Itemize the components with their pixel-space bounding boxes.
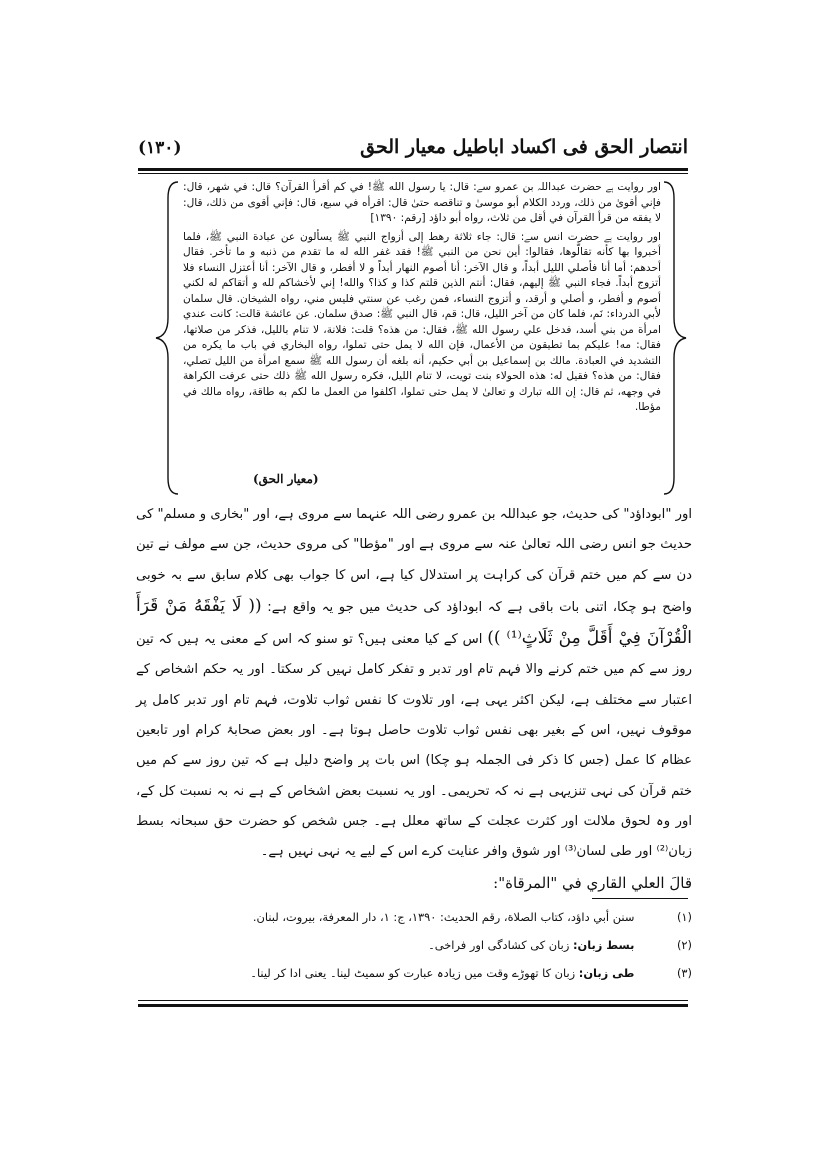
quote-paragraph: اور روایت ہے حضرت انس سے: قال: جاء ثلاثة رهط إلى أزواج النبي ﷺ يسألون عن عبادة النبي ﷺ، فلما أخبروا بها كأنه تقالّوها، فقالوا: أين نحن من النبي ﷺ! فقد غفر الله له ما تقدم من ذنبه و ما تأخر. فقال أحدهم: أما أنا فأصلي الليل أبداً، و قال الآخر: أنا أصوم النهار أبداً و لا أفطر، و قال الآخر: أنا أعتزل النساء فلا أتزوج أبداً. فجاء النبي ﷺ إليهم، فقال: أنتم الذين قلتم كذا و كذا؟ والله! إني لأخشاكم لله و أتقاكم له لكني أصوم و أفطر، و أصلي و أرقد، و أتزوج النساء، فمن رغب عن سنتي فليس مني، رواه الشيخان. قال سلمان لأبي الدرداء: نَم، فلما كان من آخر الليل، قال: قم، قال النبي ﷺ: صدق سلمان. عن عائشة قالت: كانت عندي امرأة من بني أسد، فدخل علي رسول الله ﷺ، فقال: من هذه؟ قلت: فلانة، لا تنام بالليل، فذكر من صلاتها، فقال: مه! عليكم بما تطيقون من الأعمال، فإن الله لا يمل حتى تملوا، رواه البخاري في باب ما يكره من التشديد في العبادة. مالك بن إسماعيل بن أبي حكيم، أنه بلغه أن رسول الله ﷺ سمع امرأة من الليل تصلي، فقال: من هذه؟ فقيل له: هذه الحولاء بنت تويت، لا تنام الليل، فكره رسول الله ﷺ ذلك حتى عرفت الكراهة في وجهه، ثم قال: إن الله تبارك و تعالىٰ لا يمل حتى تملوا، اكلفوا من العمل ما لكم به طاقة، رواه مالك في مؤطا. [183,230,661,413]
arabic-hadith-quote: (( لَا يَفْقَهُ مَنْ قَرَأَ الْقُرْآنَ فِيْ أَقَلَّ مِنْ ثَلَاثٍ⁽¹⁾ )) [136,595,693,649]
footnote-text: زبان کی کشادگی اور فراخی۔ [428,938,570,952]
quote-paragraph: اور روایت ہے حضرت عبداللہ بن عمرو سے: قال: یا رسول الله ﷺ! في کم أقرأ القرآن؟ قال: في شهر، قال: فإني أقوىٰ من ذلك، وردد الكلام أبو موسىٰ و تناقصه حتىٰ قال: اقرأه في سبع، قال: فإني أقوى من ذلك، قال: لا يفقه من قرأ القرآن في أقل من ثلاث، رواه أبو داؤد [رقم: ۱۳۹۰] [183,181,661,224]
page-number: (۱۳۰) [138,138,182,158]
footnote [170,966,692,994]
footnote-number: (۲) [676,938,692,952]
left-brace-icon [152,178,182,498]
footnote-term: طی زبان: [578,966,635,980]
footnotes [170,910,692,994]
footnote [170,910,692,938]
quote-source: (معیار الحق) [253,472,319,486]
body-text: اور "ابوداؤد" کی حدیث، جو عبداللہ بن عمرو رضی اللہ عنہما سے مروی ہے، اور "بخاری و مسلم" کی حدیث جو انس رضی اللہ تعالیٰ عنہ سے مروی ہے اور "مؤطا" کی مروی حدیث، جن سے مولف نے تین دن سے کم میں ختم قرآن کی کراہت پر استدلال کیا ہے، اس کا جواب بھی کلام سابق سے بہ خوبی واضح ہو چکا، اتنی بات باقی ہے کہ ابوداؤد کی حدیث میں جو یہ واقع ہے: [136,507,692,615]
body-text: اس کے کیا معنی ہیں؟ تو سنو کہ اس کے معنی یہ ہیں کہ تین روز سے کم میں ختم کرنے والا فہم تام اور تدبر و تفکر کامل نہیں کر سکتا۔ اور یہ حکم اشخاص کے اعتبار سے مختلف ہے، لیکن اکثر یہی ہے، اور تلاوت کا نفس ثواب تلاوت، فہم تام اور تدبر کامل پر موقوف نہیں، اس کے بغیر بھی نفس ثواب تلاوت حاصل ہوتا ہے۔ اور بعض صحابۂ کرام اور تابعین عظام کا عمل (جس کا ذکر فی الجملہ ہو چکا) اس بات پر واضح دلیل ہے کہ تین روز سے کم میں ختم قرآن کی نہی تنزیہی ہے نہ کہ تحریمی۔ اور یہ نسبت بعض اشخاص کے ہے نہ بہ نسبت کل کے، اور وہ لحوق ملالت اور کثرت عجلت کے ساتھ معلل ہے۔ جس شخص کو حضرت حق سبحانہ بسط زبان⁽²⁾ اور طی لسان⁽³⁾ اور شوق وافر عنایت کرے اس کے لیے یہ نہی نہیں ہے۔ [136,632,692,860]
footnote [170,938,692,966]
quoted-hadith-box [183,180,661,492]
footnote-number: (۱) [676,910,692,924]
body-paragraph [136,500,692,868]
footer-rule-thick [138,1004,688,1007]
closing-line: قالَ العلي القاري في "المرقاة": [493,873,692,892]
footnote-text: سنن أبي داؤد، كتاب الصلاة، رقم الحديث: ۱۳۹۰، ج: ۱، دار المعرفة، بيروت، لبنان. [252,910,635,924]
right-brace-icon [660,178,690,498]
page-header [138,132,688,168]
header-rule-thin [138,173,688,174]
footnote-term: بسط زبان: [572,938,635,952]
footnote-separator [592,898,688,899]
footnote-text: زبان کا تھوڑے وقت میں زیادہ عبارت کو سمیٹ لینا۔ یعنی ادا کر لینا۔ [250,966,576,980]
footer-rule-thin [138,1000,688,1001]
book-title: انتصار الحق فى اكساد اباطيل معيار الحق [360,136,688,158]
footnote-number: (۳) [676,966,692,980]
header-rule-thick [138,168,688,171]
main-text [136,500,692,898]
